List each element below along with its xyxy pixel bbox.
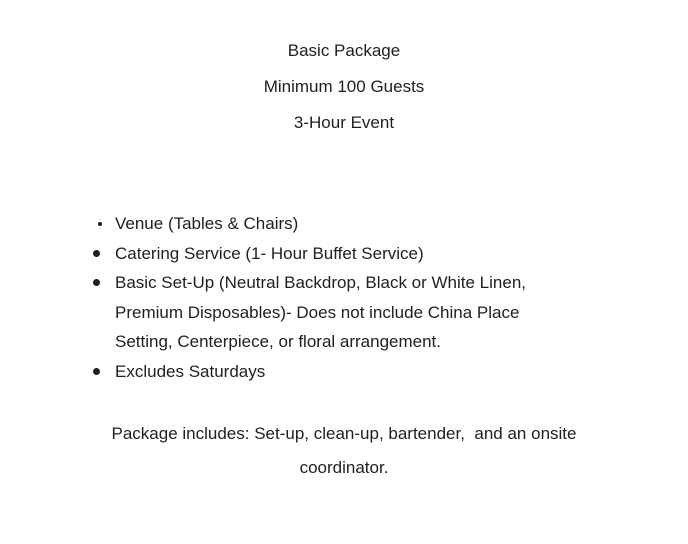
bullet-dot-icon bbox=[93, 279, 100, 286]
list-item-basic-setup bbox=[92, 268, 628, 357]
list-item-excludes-saturdays bbox=[92, 357, 628, 387]
footer-line: coordinator. bbox=[299, 457, 389, 477]
minimum-guests-line: Minimum 100 Guests bbox=[263, 77, 425, 96]
list-item-text: Premium Disposables)- Does not include China Place bbox=[115, 302, 520, 322]
package-title: Basic Package bbox=[287, 41, 401, 60]
package-header bbox=[0, 0, 688, 141]
list-item-text: Basic Set-Up (Neutral Backdrop, Black or White Linen, bbox=[115, 273, 527, 293]
list-item-text: Setting, Centerpiece, or floral arrangement. bbox=[115, 332, 442, 352]
event-duration-line: 3-Hour Event bbox=[293, 113, 395, 132]
list-item-catering bbox=[92, 239, 628, 269]
bullet-dot-icon bbox=[98, 222, 102, 226]
list-item-text: Catering Service (1- Hour Buffet Service) bbox=[115, 243, 424, 263]
bullet-dot-icon bbox=[93, 250, 100, 257]
list-item-venue bbox=[92, 209, 628, 239]
package-includes-note bbox=[0, 417, 688, 485]
list-item-text: Excludes Saturdays bbox=[115, 361, 266, 381]
package-feature-list bbox=[92, 209, 628, 387]
bullet-dot-icon bbox=[93, 368, 100, 375]
footer-line: Package includes: Set-up, clean-up, bartender, and an onsite bbox=[111, 423, 577, 443]
list-item-text: Venue (Tables & Chairs) bbox=[115, 214, 299, 233]
